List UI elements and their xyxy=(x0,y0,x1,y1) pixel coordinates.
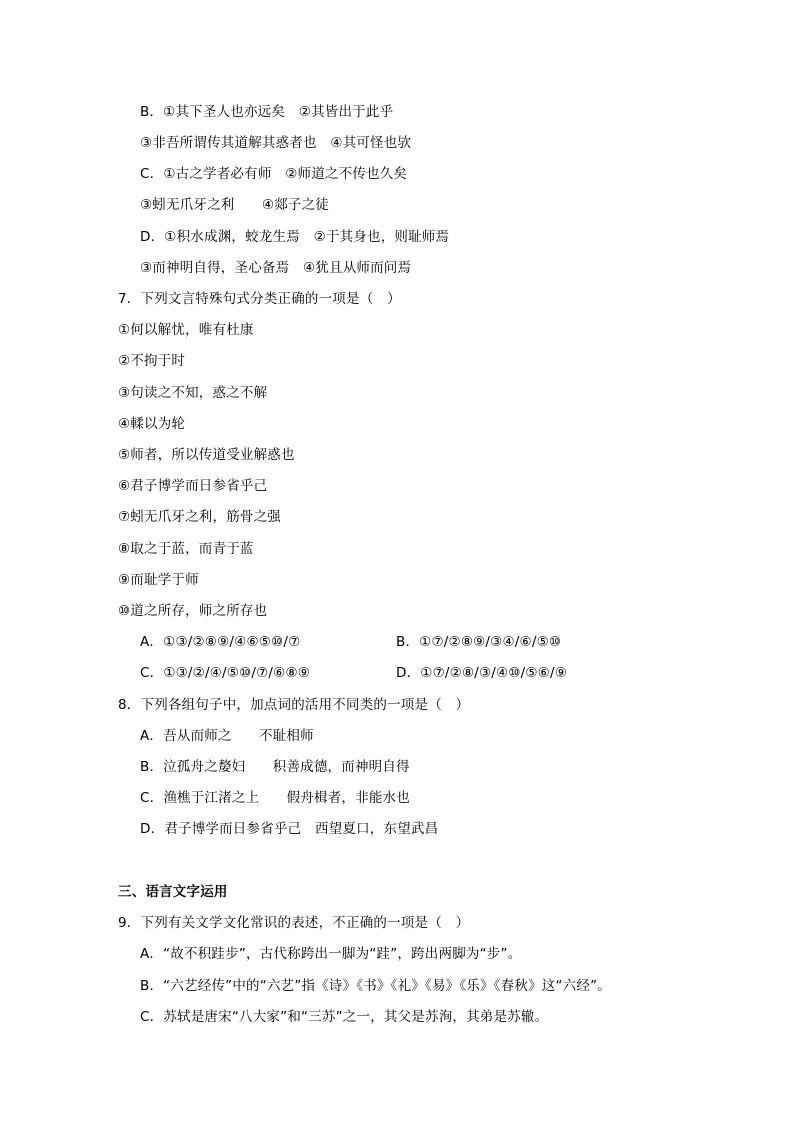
q8-option-c: C．渔樵于江渚之上 假舟楫者，非能水也 xyxy=(140,790,410,806)
q7-item-10: ⑩道之所存，师之所存也 xyxy=(118,603,268,619)
q7-item-7: ⑦蚓无爪牙之利，筋骨之强 xyxy=(118,509,282,525)
q7-option-b: B．①⑦/②⑧⑨/③④/⑥/⑤⑩ xyxy=(396,634,562,650)
q7-stem: 7．下列文言特殊句式分类正确的一项是（ ） xyxy=(118,291,401,307)
q8-stem: 8．下列各组句子中，加点词的活用不同类的一项是（ ） xyxy=(118,697,470,713)
q6-option-b-line2: ③非吾所谓传其道解其惑者也 ④其可怪也欤 xyxy=(140,135,412,151)
q8-option-b: B．泣孤舟之嫠妇 积善成德，而神明自得 xyxy=(140,759,410,775)
q7-item-3: ③句读之不知，惑之不解 xyxy=(118,385,268,401)
q6-option-d-line2: ③而神明自得，圣心备焉 ④犹且从师而问焉 xyxy=(140,260,412,276)
q7-option-c: C．①③/②/④/⑤⑩/⑦/⑥⑧⑨ xyxy=(140,665,311,681)
q7-item-4: ④輮以为轮 xyxy=(118,416,186,432)
q7-option-a: A．①③/②⑧⑨/④⑥⑤⑩/⑦ xyxy=(140,634,301,650)
section-heading: 三、语言文字运用 xyxy=(118,884,228,900)
q7-item-6: ⑥君子博学而日参省乎己 xyxy=(118,478,268,494)
q6-option-d-line1: D．①积水成渊，蛟龙生焉 ②于其身也，则耻师焉 xyxy=(140,229,450,245)
q7-item-2: ②不拘于时 xyxy=(118,353,186,369)
q7-item-9: ⑨而耻学于师 xyxy=(118,572,199,588)
q6-option-c-line1: C．①古之学者必有师 ②师道之不传也久矣 xyxy=(140,166,408,182)
q9-option-b: B．“六艺经传”中的“六艺”指《诗》《书》《礼》《易》《乐》《春秋》这“六经”。 xyxy=(140,978,611,994)
q6-option-c-line2: ③蚓无爪牙之利 ④郯子之徒 xyxy=(140,197,330,213)
q7-option-d: D．①⑦/②⑧/③/④⑩/⑤⑥/⑨ xyxy=(396,665,568,681)
q8-option-d: D．君子博学而日参省乎己 西望夏口，东望武昌 xyxy=(140,821,439,837)
q9-stem: 9．下列有关文学文化常识的表述，不正确的一项是（ ） xyxy=(118,915,470,931)
q9-option-a: A．“故不积跬步”，古代称跨出一脚为“跬”，跨出两脚为“步”。 xyxy=(140,946,522,962)
q7-item-1: ①何以解忧，唯有杜康 xyxy=(118,322,254,338)
q6-option-b-line1: B．①其下圣人也亦远矣 ②其皆出于此乎 xyxy=(140,104,394,120)
q8-option-a: A．吾从而师之 不耻相师 xyxy=(140,728,314,744)
q7-item-8: ⑧取之于蓝，而青于蓝 xyxy=(118,541,254,557)
q7-item-5: ⑤师者，所以传道受业解惑也 xyxy=(118,447,295,463)
q9-option-c: C．苏轼是唐宋“八大家”和“三苏”之一，其父是苏洵，其弟是苏辙。 xyxy=(140,1009,549,1025)
